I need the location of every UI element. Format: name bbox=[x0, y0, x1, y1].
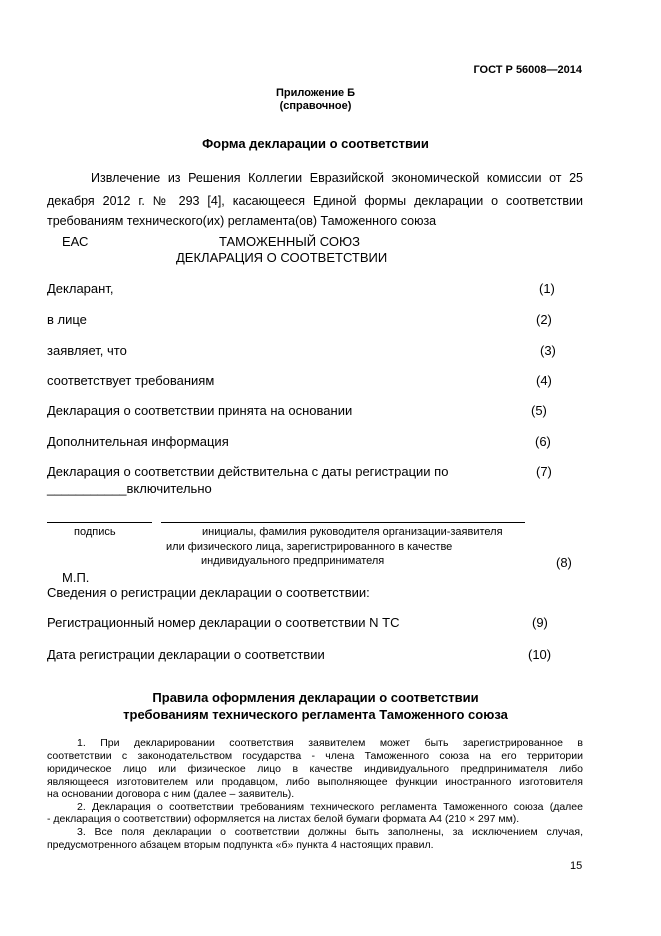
rules-text-line: предусмотренного абзацем вторым подпункта «б» пункта 4 настоящих правил. bbox=[47, 839, 434, 851]
eac-mark: ЕАС bbox=[62, 234, 89, 249]
customs-union-heading: ТАМОЖЕННЫЙ СОЮЗ bbox=[219, 234, 360, 249]
field-label: Дополнительная информация bbox=[47, 434, 229, 449]
rules-title: требованиям технического регламента Таможенного союза bbox=[123, 707, 508, 722]
rules-text-line: являющееся изготовителем или продавцом, либо выполняющее функции иностранного изготовителя bbox=[47, 776, 583, 788]
field-label: Дата регистрации декларации о соответствии bbox=[47, 647, 325, 662]
field-number: (3) bbox=[540, 343, 556, 358]
field-label: Декларация о соответствии действительна с даты регистрации по bbox=[47, 464, 449, 479]
field-label: заявляет, что bbox=[47, 343, 127, 358]
form-title: Форма декларации о соответствии bbox=[202, 136, 429, 151]
field-number: (10) bbox=[528, 647, 552, 662]
field-number: (7) bbox=[536, 464, 552, 479]
rules-text-line: - декларация о соответствии) оформляется на листах белой бумаги формата А4 (210 × 297 мм). bbox=[47, 813, 520, 825]
field-number: (6) bbox=[535, 434, 551, 449]
signatory-description: индивидуального предпринимателя bbox=[201, 555, 385, 567]
rules-text-line: соответствии с законодательством государства - члена Таможенного союза на его территории bbox=[47, 750, 583, 762]
signature-label: подпись bbox=[74, 526, 116, 538]
intro-line-2: декабря 2012 г. № 293 [4], касающееся Единой формы декларации о соответствии bbox=[47, 194, 583, 208]
signature-line bbox=[47, 522, 152, 523]
declaration-heading: ДЕКЛАРАЦИЯ О СООТВЕТСТВИИ bbox=[176, 250, 388, 265]
rules-text-line: 1. При декларировании соответствия заявителем может быть зарегистрированное в bbox=[77, 737, 583, 749]
seal-place: М.П. bbox=[62, 570, 90, 585]
rules-text-line: юридическое лицо или физическое лицо в качестве индивидуального предпринимателя либо bbox=[47, 763, 583, 775]
field-label: Регистрационный номер декларации о соответствии N ТС bbox=[47, 615, 400, 630]
field-number: (5) bbox=[531, 403, 547, 418]
name-line bbox=[161, 522, 525, 523]
rules-title: Правила оформления декларации о соответствии bbox=[152, 690, 479, 705]
field-label: соответствует требованиям bbox=[47, 373, 215, 388]
field-number: (9) bbox=[532, 615, 548, 630]
field-label: Декларация о соответствии принята на основании bbox=[47, 403, 353, 418]
registration-info-heading: Сведения о регистрации декларации о соответствии: bbox=[47, 585, 370, 600]
inclusive-line: ___________включительно bbox=[47, 481, 212, 496]
page-number: 15 bbox=[570, 860, 583, 872]
intro-line-3: требованиям технического(их) регламента(ов) Таможенного союза bbox=[47, 214, 437, 228]
intro-line-1: Извлечение из Решения Коллегии Евразийской экономической комиссии от 25 bbox=[91, 171, 583, 185]
rules-text-line: 2. Декларация о соответствии требованиям технического регламента Таможенного союза (далее bbox=[77, 801, 583, 813]
signatory-description: или физического лица, зарегистрированного в качестве bbox=[166, 541, 453, 553]
appendix-title: Приложение Б bbox=[275, 87, 356, 99]
rules-text-line: 3. Все поля декларации о соответствии должны быть заполнены, за исключением случая, bbox=[77, 826, 583, 838]
field-number: (2) bbox=[536, 312, 552, 327]
field-label: в лице bbox=[47, 312, 87, 327]
rules-text-line: на основании договора с ним (далее – заявитель). bbox=[47, 788, 295, 800]
field-number: (4) bbox=[536, 373, 552, 388]
field-label: Декларант, bbox=[47, 281, 114, 296]
standard-number: ГОСТ Р 56008—2014 bbox=[473, 64, 582, 76]
appendix-kind: (справочное) bbox=[279, 100, 352, 112]
signatory-description: инициалы, фамилия руководителя организации-заявителя bbox=[202, 526, 503, 538]
field-number: (8) bbox=[556, 555, 572, 570]
field-number: (1) bbox=[539, 281, 555, 296]
